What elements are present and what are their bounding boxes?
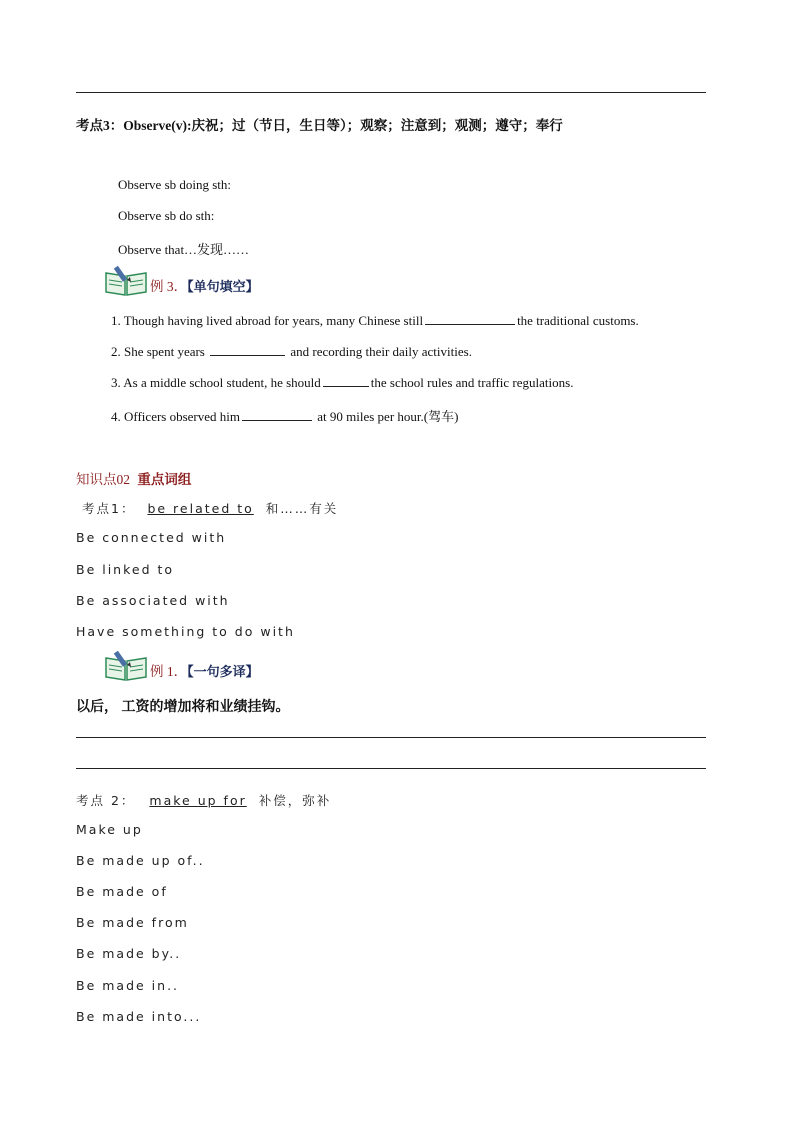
knowledge-point-number: 知识点02 — [76, 472, 130, 487]
example3-header — [150, 275, 259, 295]
related-phrase-3: Be made of — [76, 884, 168, 899]
answer-blank-4[interactable] — [242, 408, 312, 421]
related-phrase-7: Be made into... — [76, 1009, 202, 1024]
book-pencil-icon — [104, 265, 148, 297]
synonym-2: Be linked to — [76, 562, 175, 577]
fill-blank-item-2: 2. She spent years and recording their daily activities. — [111, 344, 472, 359]
fill-blank-item-4: 4. Officers observed him at 90 miles per hour.(驾车) — [111, 409, 459, 424]
related-phrase-2: Be made up of.. — [76, 853, 205, 868]
related-phrase-6: Be made in.. — [76, 978, 180, 993]
related-phrase-4: Be made from — [76, 915, 189, 930]
example3-label: 【单句填空】 — [187, 280, 259, 295]
book-pencil-icon — [104, 650, 148, 682]
synonym-4: Have something to do with — [76, 624, 295, 639]
example1-prefix: 例 1． — [150, 664, 188, 679]
point2-line: 考点 2： make up for 补偿，弥补 — [76, 793, 332, 808]
usage-line-1: Observe sb doing sth: — [118, 177, 232, 192]
fill-blank-item-1: 1. Though having lived abroad for years, many Chinese still the traditional customs. — [111, 313, 639, 328]
usage-line-2: Observe sb do sth: — [118, 208, 215, 223]
point1-phrase: be related to — [147, 501, 254, 516]
point2-phrase: make up for — [149, 793, 247, 808]
top-divider — [76, 92, 706, 93]
example1-label: 【一句多译】 — [187, 665, 259, 680]
synonym-1: Be connected with — [76, 530, 227, 545]
answer-blank-2[interactable] — [210, 343, 285, 356]
section-heading-observe: 考点3：Observe(v):庆祝；过（节日，生日等）；观察；注意到；观测；遵守；奉行 — [76, 118, 563, 133]
related-phrase-5: Be made by.. — [76, 946, 182, 961]
point1-line: 考点1： be related to 和……有关 — [82, 501, 339, 516]
answer-line-1[interactable] — [76, 737, 706, 738]
usage-line-3: Observe that…发现…… — [118, 242, 250, 257]
related-phrase-1: Make up — [76, 822, 143, 837]
translation-sentence: 以后， 工资的增加将和业绩挂钩。 — [76, 700, 290, 715]
answer-blank-1[interactable] — [425, 312, 515, 325]
synonym-3: Be associated with — [76, 593, 230, 608]
answer-line-2[interactable] — [76, 768, 706, 769]
example1-header — [150, 660, 259, 680]
fill-blank-item-3: 3. As a middle school student, he should the school rules and traffic regulations. — [111, 375, 574, 390]
knowledge-point-name: 重点词组 — [137, 472, 192, 487]
example3-prefix: 例 3． — [150, 279, 188, 294]
answer-blank-3[interactable] — [323, 374, 369, 387]
knowledge-point-title — [76, 468, 191, 488]
